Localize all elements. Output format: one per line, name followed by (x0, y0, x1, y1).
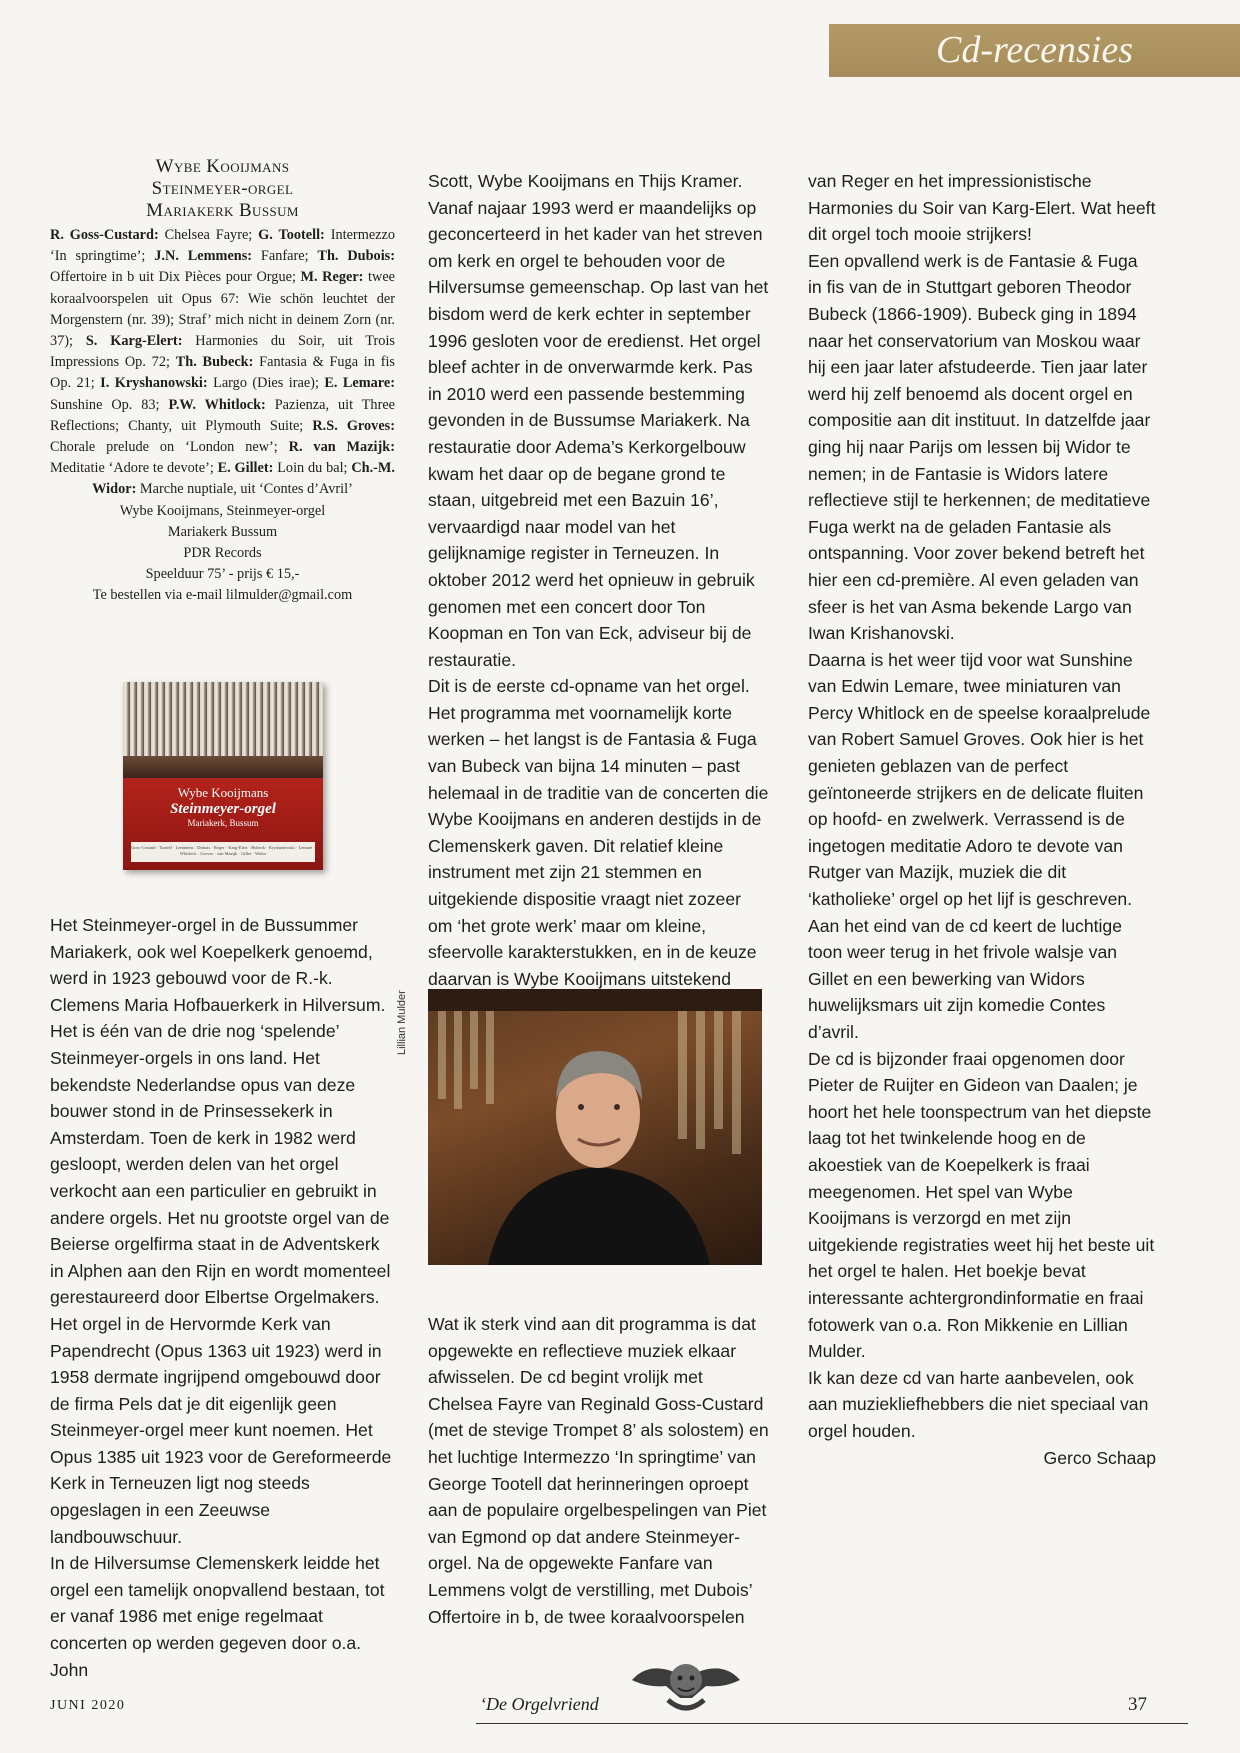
track-composer: I. Kryshanowski: (100, 375, 208, 392)
track-composer: E. Lemare: (324, 375, 396, 392)
organist-photo (428, 989, 762, 1265)
cd-detail-line: Mariakerk Bussum (167, 523, 278, 540)
article-paragraph: Het Steinmeyer-orgel in de Bussummer Mariakerk, ook wel Koepelkerk genoemd, werd in 1923 gebouwd voor de R.-k. Clemens Maria Hofbauerkerk in Hilversum. Het is één van de drie nog ‘spelende’ Steinmeyer-orgels in ons land. Het bekendste Nederlandse opus van deze bouwer stond in de Prinsessekerk in Amsterdam. Toen de kerk in 1982 werd gesloopt, werden delen van het orgel verkocht aan een particulier en gebruikt in andere orgels. Het nu grootste orgel van de Beierse orgelfirma staat in de Adventskerk in Alphen aan den Rijn en wordt momenteel gerestaureerd door Elbertse Orgelmakers. (50, 915, 391, 1308)
cd-cover-label (123, 778, 323, 870)
track-work: twee koraalvoorspelen uit Opus 67: Wie schön leuchtet der Morgenstern (nr. 39); Straf’ mich nicht in deinem Zorn (nr. 37); (50, 269, 396, 350)
track-composer: P.W. Whitlock: (168, 396, 266, 413)
track-entry (50, 227, 258, 243)
page-number: 37 (1128, 1694, 1147, 1715)
track-work: Chorale prelude on ‘London new’; (50, 439, 289, 456)
track-work: Harmonies du Soir, uit Trois Impressions Op. 72; (50, 333, 395, 371)
track-work: Sunshine Op. 83; (50, 396, 169, 413)
cd-cover-image (123, 682, 323, 870)
track-work: Pazienza, uit Three Reflections; Chanty, uit Plymouth Suite; (50, 396, 396, 434)
issue-date: JUNI 2020 (50, 1698, 126, 1713)
track-composer: M. Reger: (300, 269, 364, 286)
track-entry (218, 460, 352, 476)
track-work: Offertoire in b uit Dix Pièces pour Orgue; (50, 269, 301, 286)
article-column-1 (50, 912, 395, 1683)
article-paragraph: In de Hilversumse Clemenskerk leidde het orgel een tamelijk onopvallend bestaan, tot er vanaf 1986 met enige regelmaat concerten op werden gegeven door o.a. John (50, 1553, 385, 1680)
track-composer: J.N. Lemmens: (154, 248, 253, 265)
track-work: Largo (Dies irae); (207, 375, 325, 392)
track-entry (154, 248, 317, 264)
organ-pipes-graphic (123, 682, 323, 778)
article-paragraph: Ik kan deze cd van harte aanbevelen, ook aan muziekliefhebbers die niet speciaal van orgel houden. (808, 1367, 1149, 1441)
article-paragraph: Dit is de eerste cd-opname van het orgel. Het programma met voornamelijk korte werken – het langst is de Fantasia & Fuga van Bubeck van bijna 14 minuten – past helemaal in de traditie van de concerten die Wybe Kooijmans en anderen destijds in de Clemenskerk gaven. Dit relatief kleine instrument met zijn 21 stemmen en uitgekiende dispositie vraagt niet zozeer om ‘het grote werk’ maar om kleine, sfeervolle karakterstukken, en in de keuze daarvan is Wybe Kooijmans uitstekend (428, 676, 769, 989)
track-work: Marche nuptiale, uit ‘Contes d’Avril’ (136, 481, 353, 498)
magazine-name: ‘De Orgelvriend (480, 1694, 599, 1714)
track-work: Fantasia & Fuga in fis Op. 21; (50, 354, 395, 392)
cd-title-line: Mariakerk Bussum (146, 200, 299, 221)
track-work: Meditatie ‘Adore te devote’; (50, 460, 218, 477)
cd-details (50, 501, 395, 607)
cd-cover-composers: Goss-Custard · Tootell · Lemmens · Dubois · Reger · Karg-Elert · Bubeck · Kryshanowski · Lemare · Whitlock · Groves · van Mazijk · Gillet · Widor (131, 842, 315, 862)
track-composer: G. Tootell: (258, 227, 325, 243)
track-work: Chelsea Fayre; (158, 227, 259, 243)
footer-divider (476, 1723, 1188, 1724)
track-work: Fanfare; (252, 248, 318, 265)
article-paragraph: van Reger en het impressionistische Harmonies du Soir van Karg-Elert. Wat heeft dit orgel toch mooie strijkers! (808, 171, 1156, 245)
cd-cover-venue: Mariakerk, Bussum (187, 818, 259, 828)
track-composer: R. van Mazijk: (288, 439, 395, 456)
track-composer: S. Karg-Elert: (85, 333, 183, 350)
section-header: Cd-recensies (829, 24, 1240, 77)
author-signature: Gerco Schaap (1043, 1447, 1156, 1468)
cd-detail-line: PDR Records (183, 545, 262, 562)
cd-detail-line: Te bestellen via e-mail lilmulder@gmail.com (92, 587, 353, 604)
article-column-2 (428, 168, 770, 1019)
organist-portrait-graphic (428, 989, 762, 1265)
cd-cover-title: Steinmeyer-orgel (170, 801, 276, 817)
article-paragraph: Een opvallend werk is de Fantasie & Fuga in fis van de in Stuttgart geboren Theodor Bubeck (1866-1909). Bubeck ging in 1894 naar het conservatorium van Moskou waar hij een jaar later afstudeerde. Tien jaar later werd hij zelf benoemd als docent orgel en compositie aan dit instituut. In datzelfde jaar ging hij naar Parijs om lessen bij Widor te nemen; in de Fantasie is Widors latere reflectieve stijl te herkennen; de meditatieve Fuga werkt na de geladen Fantasie als ontspanning. Voor zover bekend betreft het hier een cd-première. Al even geladen van sfeer is het van Asma bekende Largo van Iwan Krishanovski. (808, 250, 1151, 644)
article-paragraph: Het orgel in de Hervormde Kerk van Papendrecht (Opus 1363 uit 1923) werd in 1958 dermate ingrijpend omgebouwd door de firma Pels dat je dit eigenlijk geen Steinmeyer-orgel meer kunt noemen. Het Opus 1385 uit 1923 voor de Gereformeerde Kerk in Terneuzen ligt nog steeds opgeslagen in een Zeeuwse landbouwschuur. (50, 1313, 392, 1547)
track-composer: Th. Dubois: (317, 248, 395, 265)
track-work: Loin du bal; (273, 460, 352, 477)
cd-detail-line: Speelduur 75’ - prijs € 15,- (145, 566, 300, 583)
article-column-3 (808, 168, 1156, 1471)
track-list (50, 225, 395, 501)
track-composer: Th. Bubeck: (175, 354, 254, 371)
cd-info-block (50, 156, 395, 607)
cd-title-line: Steinmeyer-orgel (151, 178, 294, 199)
article-column-2-continued (428, 1311, 770, 1630)
track-work: Intermezzo ‘In springtime’; (50, 227, 395, 265)
angel-emblem-icon (628, 1650, 744, 1720)
article-paragraph: Daarna is het weer tijd voor wat Sunshine van Edwin Lemare, twee miniaturen van Percy Whitlock en de speelse koraalprelude van Robert Samuel Groves. Ook hier is het genieten geblazen van de perfect geïntoneerde strijkers en de delicate fluiten op hoofd- en zwelwerk. Verrassend is de ingetogen meditatie Adoro te devote van Rutger van Mazijk, muziek die dit ‘katholieke’ orgel op het lijf is geschreven. Aan het eind van de cd keert de luchtige toon weer terug in het frivole walsje van Gillet en een bewerking van Widors huwelijksmars uit zijn komedie Contes d’avril. (808, 649, 1151, 1042)
cd-cover-artist: Wybe Kooijmans (177, 785, 269, 800)
track-composer: R. Goss-Custard: (50, 227, 159, 243)
cd-title (50, 156, 395, 222)
track-entry (100, 375, 324, 391)
track-composer: R.S. Groves: (312, 417, 395, 434)
photo-credit: Lillian Mulder (396, 990, 408, 1055)
cd-title-line: Wybe Kooijmans (155, 156, 290, 177)
track-composer: Ch.-M. Widor: (92, 460, 395, 498)
article-paragraph: De cd is bijzonder fraai opgenomen door Pieter de Ruijter en Gideon van Daalen; je hoort het hele toonspectrum van het diepste laag tot het twinkelende hoog en de akoestiek van de Koepelkerk is fraai meegenomen. Het spel van Wybe Kooijmans is verzorgd en met zijn uitgekiende registraties weet hij het beste uit het orgel te halen. Het boekje bevat interessante achtergrondinformatie en fraai fotowerk van o.a. Ron Mikkenie en Lillian Mulder. (808, 1048, 1155, 1362)
article-paragraph: Wat ik sterk vind aan dit programma is dat opgewekte en reflectieve muziek elkaar afwisselen. De cd begint vrolijk met Chelsea Fayre van Reginald Goss-Custard (met de stevige Trompet 8’ als solostem) en het luchtige Intermezzo ‘In springtime’ van George Tootell dat herinneringen oproept aan de populaire orgelbespelingen van Piet van Egmond op dat andere Steinmeyer-orgel. Na de opgewekte Fanfare van Lemmens volgt de verstilling, met Dubois’ Offertoire in b, de twee koraalvoorspelen (428, 1314, 769, 1627)
track-composer: E. Gillet: (217, 460, 274, 477)
article-paragraph: Scott, Wybe Kooijmans en Thijs Kramer. Vanaf najaar 1993 werd er maandelijks op geconcerteerd in het kader van het streven om kerk en orgel te behouden voor de Hilversumse gemeenschap. Op last van het bisdom werd de kerk echter in september 1996 gesloten voor de eredienst. Het orgel bleef achter in de onverwarmde kerk. Pas in 2010 werd een passende bestemming gevonden in de Bussumse Mariakerk. Na restauratie door Adema’s Kerkorgelbouw kwam het daar op de begane grond te staan, uitgebreid met een Bazuin 16’, vervaardigd naar model van het gelijknamige register in Terneuzen. In oktober 2012 werd het opnieuw in gebruik genomen met een concert door Ton Koopman en Ton van Eck, adviseur bij de restauratie. (428, 171, 769, 670)
cd-detail-line: Wybe Kooijmans, Steinmeyer-orgel (119, 502, 326, 519)
